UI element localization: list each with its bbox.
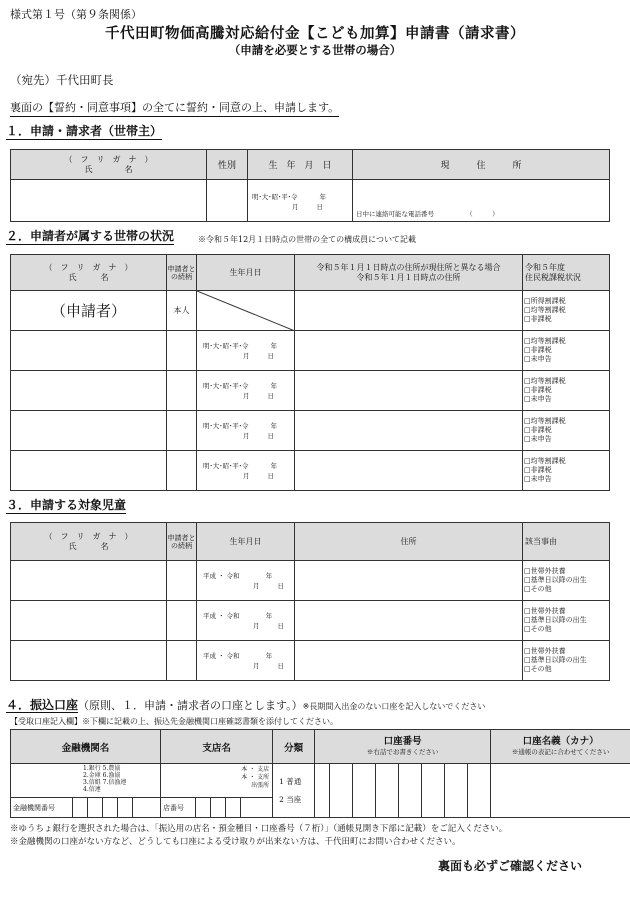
- child-birthdate-field[interactable]: 平成 ・ 令和 年 月 日: [197, 641, 295, 681]
- section4-subnote: 【受取口座記入欄】※下欄に記載の上、振込先金融機関口座確認書類を添付してください。: [10, 717, 338, 726]
- branch-code-digit[interactable]: [196, 798, 211, 818]
- branch-name-field[interactable]: [161, 764, 273, 798]
- member-tax-options[interactable]: □均等割課税 □非課税 □未申告: [523, 411, 610, 451]
- member-birthdate-field[interactable]: 明･大･昭･平･令 年 月 日: [197, 411, 295, 451]
- section4-heading-line: [6, 694, 485, 713]
- child-address-field[interactable]: [295, 561, 523, 601]
- member-prev-address-field[interactable]: [295, 331, 523, 371]
- pledge-statement: 裏面の【誓約・同意事項】の全てに誓約・同意の上、申請します。: [10, 99, 339, 117]
- child-relation-field[interactable]: [167, 601, 197, 641]
- bank-code-digit[interactable]: [88, 798, 103, 818]
- addressee: （宛先）千代田町長: [10, 73, 114, 87]
- section4-note: ※長期間入出金のない口座を記入しないでください: [302, 702, 486, 711]
- applicant-gender-field[interactable]: [207, 180, 248, 222]
- member-birthdate-header: 生年月日: [197, 255, 295, 291]
- applicant-address-field[interactable]: 日中に連絡可能な電話番号 （ ）: [353, 180, 610, 222]
- closing-reminder: 裏面も必ずご確認ください: [438, 859, 583, 873]
- applicant-name-field[interactable]: [11, 180, 207, 222]
- bank-code-digit[interactable]: [103, 798, 118, 818]
- bank-code-spacer: [133, 798, 161, 818]
- bank-name-field[interactable]: [11, 764, 161, 798]
- document-title: 千代田町物価高騰対応給付金【こども加算】申請書（請求書）: [105, 25, 525, 42]
- applicant-tax-options[interactable]: □所得割課税 □均等割課税 □非課税: [523, 291, 610, 331]
- child-address-field[interactable]: [295, 641, 523, 681]
- branch-code-digit[interactable]: [226, 798, 241, 818]
- tax-status-header: 令和５年度 住民税課税状況: [523, 255, 610, 291]
- bank-code-label: 金融機関番号: [11, 798, 73, 818]
- section2-note: ※令和５年12月１日時点の世帯の全ての構成員について記載: [198, 235, 417, 244]
- gender-header: 性別: [207, 150, 248, 180]
- member-name-field[interactable]: [11, 411, 167, 451]
- applicant-row-label: （申請者）: [11, 291, 167, 331]
- document-subtitle: （申請を必要とする世帯の場合）: [228, 43, 402, 57]
- account-number-header: 口座番号 ※右詰でお書きください: [315, 730, 491, 764]
- reason-header: 該当事由: [523, 523, 610, 561]
- member-relation-field[interactable]: [167, 451, 197, 491]
- applicant-prev-address[interactable]: [295, 291, 523, 331]
- bank-name-header: 金融機関名: [11, 730, 161, 764]
- account-digit[interactable]: [376, 764, 399, 818]
- table-row: [11, 371, 610, 411]
- account-type-header: 分類: [273, 730, 315, 764]
- table-row: [11, 641, 610, 681]
- child-name-header: （ フ リ ガ ナ ） 氏 名: [11, 523, 167, 561]
- child-birthdate-field[interactable]: 平成 ・ 令和 年 月 日: [197, 601, 295, 641]
- account-holder-header: 口座名義（カナ） ※通帳の表記に合わせてください: [491, 730, 630, 764]
- household-table: [10, 254, 610, 491]
- footer-note-yucho: ※ゆうちょ銀行を選択された場合は、「振込用の店名・預金種目・口座番号（７桁）」（通帳見開き下部に記載）をご記入ください。: [10, 824, 508, 834]
- member-name-field[interactable]: [11, 331, 167, 371]
- child-birthdate-header: 生年月日: [197, 523, 295, 561]
- table-row: [11, 561, 610, 601]
- account-digit[interactable]: [399, 764, 422, 818]
- member-birthdate-field[interactable]: 明･大･昭･平･令 年 月 日: [197, 331, 295, 371]
- member-prev-address-field[interactable]: [295, 411, 523, 451]
- child-address-header: 住所: [295, 523, 523, 561]
- account-holder-field[interactable]: [491, 764, 630, 818]
- bank-type-options[interactable]: 1.銀行 5.農協 2.金庫 6.漁協 3.信組 7.信漁連 4.信連: [83, 765, 127, 793]
- member-birthdate-field[interactable]: 明･大･昭･平･令 年 月 日: [197, 451, 295, 491]
- branch-code-spacer: [241, 798, 273, 818]
- section3-heading: ３．申請する対象児童: [6, 498, 127, 512]
- member-birthdate-field[interactable]: 明･大･昭･平･令 年 月 日: [197, 371, 295, 411]
- footer-note-no-account: ※金融機関の口座がない方など、どうしても口座による受け取りが出来ない方は、千代田町にお問い合わせください。: [10, 837, 461, 847]
- bank-code-digit[interactable]: [73, 798, 88, 818]
- relation-header: 申請者との続柄: [167, 255, 197, 291]
- table-row: [11, 451, 610, 491]
- diagonal-strike: [197, 291, 295, 331]
- account-digit[interactable]: [422, 764, 445, 818]
- applicant-birthdate-field[interactable]: 明･大･昭･平･令 年 月 日: [248, 180, 353, 222]
- child-address-field[interactable]: [295, 601, 523, 641]
- address-header: 現 住 所: [353, 150, 610, 180]
- child-birthdate-field[interactable]: 平成 ・ 令和 年 月 日: [197, 561, 295, 601]
- child-reason-options[interactable]: □世帯外扶養 □基準日以降の出生 □その他: [523, 561, 610, 601]
- member-name-header: （ フ リ ガ ナ ） 氏 名: [11, 255, 167, 291]
- branch-type-options[interactable]: 本 ・ 支店 本 ・ 支所 出張所: [241, 766, 270, 789]
- account-type-options[interactable]: 1 普通 2 当座: [273, 764, 315, 818]
- section1-heading: １．申請・請求者（世帯主）: [6, 124, 163, 138]
- member-prev-address-field[interactable]: [295, 371, 523, 411]
- member-prev-address-field[interactable]: [295, 451, 523, 491]
- section2-heading: ２．申請者が属する世帯の状況: [6, 229, 175, 243]
- account-digit[interactable]: [353, 764, 376, 818]
- applicant-birthdate-na: [197, 291, 295, 331]
- section4-heading: ４．振込口座: [6, 698, 79, 712]
- branch-name-header: 支店名: [161, 730, 273, 764]
- table-row: [11, 601, 610, 641]
- form-number: 様式第１号（第９条関係）: [10, 8, 142, 21]
- applicant-table: [10, 149, 610, 222]
- table-row: [11, 331, 610, 371]
- bank-account-table: [10, 729, 630, 818]
- phone-label: 日中に連絡可能な電話番号: [356, 210, 434, 218]
- member-relation-field[interactable]: [167, 411, 197, 451]
- child-name-field[interactable]: [11, 601, 167, 641]
- child-name-field[interactable]: [11, 561, 167, 601]
- birthdate-header: 生 年 月 日: [248, 150, 353, 180]
- child-reason-options[interactable]: □世帯外扶養 □基準日以降の出生 □その他: [523, 601, 610, 641]
- child-reason-options[interactable]: □世帯外扶養 □基準日以降の出生 □その他: [523, 641, 610, 681]
- child-relation-header: 申請者との続柄: [167, 523, 197, 561]
- member-relation-field[interactable]: [167, 331, 197, 371]
- child-name-field[interactable]: [11, 641, 167, 681]
- account-digit[interactable]: [315, 764, 330, 818]
- branch-code-digit[interactable]: [211, 798, 226, 818]
- branch-code-label: 店番号: [161, 798, 196, 818]
- section4-heading-paren: （原則、１．申請・請求者の口座とします。）: [78, 699, 303, 712]
- table-row: [11, 411, 610, 451]
- applicant-name-header: （ フ リ ガ ナ ） 氏 名: [11, 150, 207, 180]
- child-relation-field[interactable]: [167, 641, 197, 681]
- member-relation-field[interactable]: [167, 371, 197, 411]
- prev-address-header: 令和５年１月１日時点の住所が現住所と異なる場合 令和５年１月１日時点の住所: [295, 255, 523, 291]
- member-tax-options[interactable]: □均等割課税 □非課税 □未申告: [523, 451, 610, 491]
- children-table: [10, 522, 610, 681]
- member-tax-options[interactable]: □均等割課税 □非課税 □未申告: [523, 331, 610, 371]
- account-digit[interactable]: [445, 764, 468, 818]
- bank-code-digit[interactable]: [118, 798, 133, 818]
- account-digit[interactable]: [468, 764, 491, 818]
- member-name-field[interactable]: [11, 371, 167, 411]
- member-tax-options[interactable]: □均等割課税 □非課税 □未申告: [523, 371, 610, 411]
- child-relation-field[interactable]: [167, 561, 197, 601]
- account-digit[interactable]: [330, 764, 353, 818]
- applicant-relation: 本人: [167, 291, 197, 331]
- member-name-field[interactable]: [11, 451, 167, 491]
